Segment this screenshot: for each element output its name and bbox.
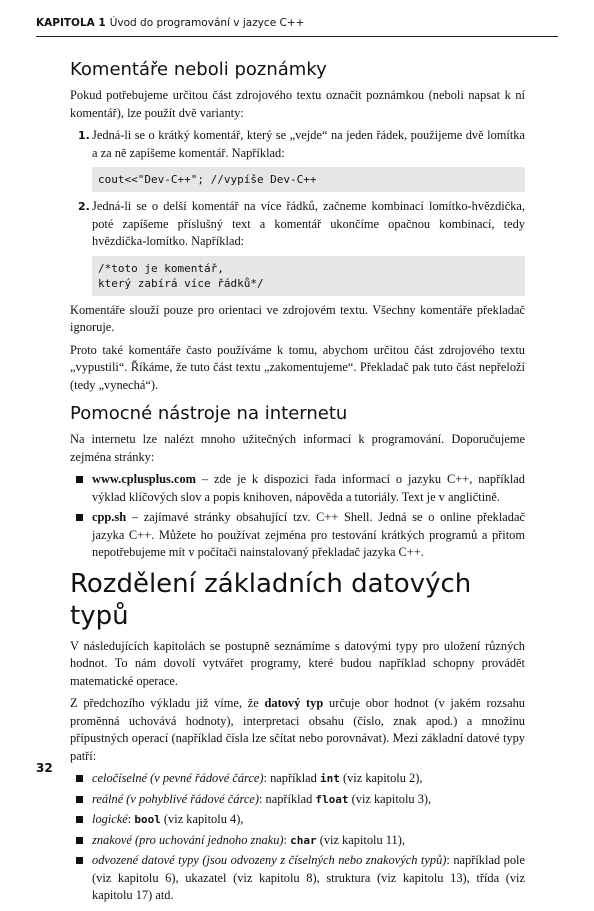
internet-intro: Na internetu lze nalézt mnoho užitečných informací k programování. Doporučujeme zejména stránky:: [70, 432, 525, 464]
type-name: znakové (pro uchování jednoho znaku): [92, 832, 284, 847]
list-item: [70, 509, 525, 562]
keyword-code: int: [319, 772, 340, 785]
square-bullet-icon: [76, 837, 83, 844]
list-item: [70, 198, 525, 296]
item-text: Jedná-li se o delší komentář na více řádků, začneme kombinací lomítko-hvězdička, poté zapíšeme příslušný text a komentář ukončíme opačnou kombinací, tedy hvězdička-lomítko. Například:: [92, 199, 525, 248]
list-item: [70, 471, 525, 506]
chapter-label: KAPITOLA 1: [36, 17, 106, 29]
list-item: [70, 127, 525, 192]
item-number: 2.: [78, 200, 90, 213]
text-run: (viz kapitolu 2),: [339, 771, 423, 785]
comments-paragraph: Proto také komentáře často používáme k tomu, abychom určitou část zdrojového textu „vypustili“. Říkáme, že tuto část textu „zakomentujeme“. Překladač pak tuto část nepřeloží (tedy „vynechá“).: [70, 342, 525, 392]
type-name: reálné (v pohyblivé řádové čárce): [92, 791, 259, 806]
section-heading-comments: Komentáře neboli poznámky: [70, 59, 327, 80]
section-heading-internet-tools: Pomocné nástroje na internetu: [70, 403, 348, 424]
comments-paragraph: Komentáře slouží pouze pro orientaci ve zdrojovém textu. Všechny komentáře překladač ignoruje.: [70, 302, 525, 334]
item-text: – zde je k dispozici řada informací o jazyku C++, například výklad klíčových slov a popis knihoven, nápověda a tutoriály. Text je v angličtině.: [92, 472, 525, 504]
text-run: (viz kapitolu 11),: [316, 832, 405, 847]
page-content: [70, 58, 525, 911]
square-bullet-icon: [76, 816, 83, 823]
page-number: 32: [36, 761, 53, 775]
comments-intro: Pokud potřebujeme určitou část zdrojového textu označit poznámkou (neboli napsat k ní komentář), lze použít dvě varianty:: [70, 88, 525, 120]
data-types-paragraph: V následujících kapitolách se postupně seznámíme s datovými typy pro uložení různých hodnot. To nám dovolí vytvářet programy, které budou například schopny provádět matematické operace.: [70, 638, 525, 688]
text-run: (viz kapitolu 3),: [348, 791, 432, 806]
list-item: [70, 791, 525, 809]
text-run: určuje obor hodnot (v jakém rozsahu proměnná uchovává hodnoty), interpretaci obsahu (číslo, znak apod.) a množinu přípustných operací (například čísla lze sčítat nebo porovnávat). Mezi základní datové typy patří:: [70, 696, 525, 763]
item-number: 1.: [78, 129, 90, 142]
chapter-title: Úvod do programování v jazyce C++: [109, 17, 305, 29]
list-item: [70, 852, 525, 905]
keyword-code: float: [315, 792, 349, 806]
type-name: celočíselné (v pevné řádové čárce): [92, 771, 264, 785]
text-run: (viz kapitolu 4),: [160, 812, 244, 826]
comment-variants-list: [70, 127, 525, 296]
website-link[interactable]: www.cplusplus.com: [92, 472, 196, 486]
text-run: : například pole (viz kapitolu 6), ukazatel (viz kapitolu 8), struktura (viz kapitolu 13), třída (viz kapitolu 17) atd.: [92, 853, 525, 902]
square-bullet-icon: [76, 857, 83, 864]
code-block: cout<<"Dev-C++"; //vypíše Dev-C++: [92, 167, 525, 192]
website-link[interactable]: cpp.sh: [92, 510, 127, 524]
chapter-section-heading-data-types: Rozdělení základních datových typů: [70, 568, 472, 631]
item-text: Jedná-li se o krátký komentář, který se „vejde“ na jeden řádek, použijeme dvě lomítka a za ně zapíšeme komentář. Například:: [92, 128, 525, 160]
text-run: : například: [258, 791, 316, 806]
type-name: odvozené datové typy (jsou odvozeny z číselných nebo znakových typů): [92, 853, 447, 867]
list-item: [70, 811, 525, 829]
data-types-paragraph: [70, 695, 525, 765]
square-bullet-icon: [76, 476, 83, 483]
text-run: Z předchozího výkladu již víme, že: [70, 696, 265, 710]
term-datovy-typ: datový typ: [264, 696, 324, 710]
website-list: [70, 471, 525, 562]
item-text: – zajímavé stránky obsahující tzv. C++ Shell. Jedná se o online překladač jazyka C++. Můžete ho používat zejména pro testování krátkých programů a přitom nepotřebujeme mít v počítači nainstalovaný překladač jazyka C++.: [92, 510, 525, 559]
list-item: [70, 832, 525, 850]
text-run: :: [127, 812, 135, 826]
square-bullet-icon: [76, 775, 83, 782]
text-run: : například: [263, 771, 320, 785]
data-types-list: [70, 770, 525, 905]
code-block: /*toto je komentář, který zabírá více řádků*/: [92, 256, 525, 296]
square-bullet-icon: [76, 514, 83, 521]
keyword-code: bool: [134, 813, 161, 826]
text-run: :: [283, 832, 291, 847]
type-name: logické: [92, 812, 128, 826]
running-header: [36, 14, 558, 37]
list-item: [70, 770, 525, 788]
square-bullet-icon: [76, 796, 83, 803]
keyword-code: char: [290, 833, 317, 847]
